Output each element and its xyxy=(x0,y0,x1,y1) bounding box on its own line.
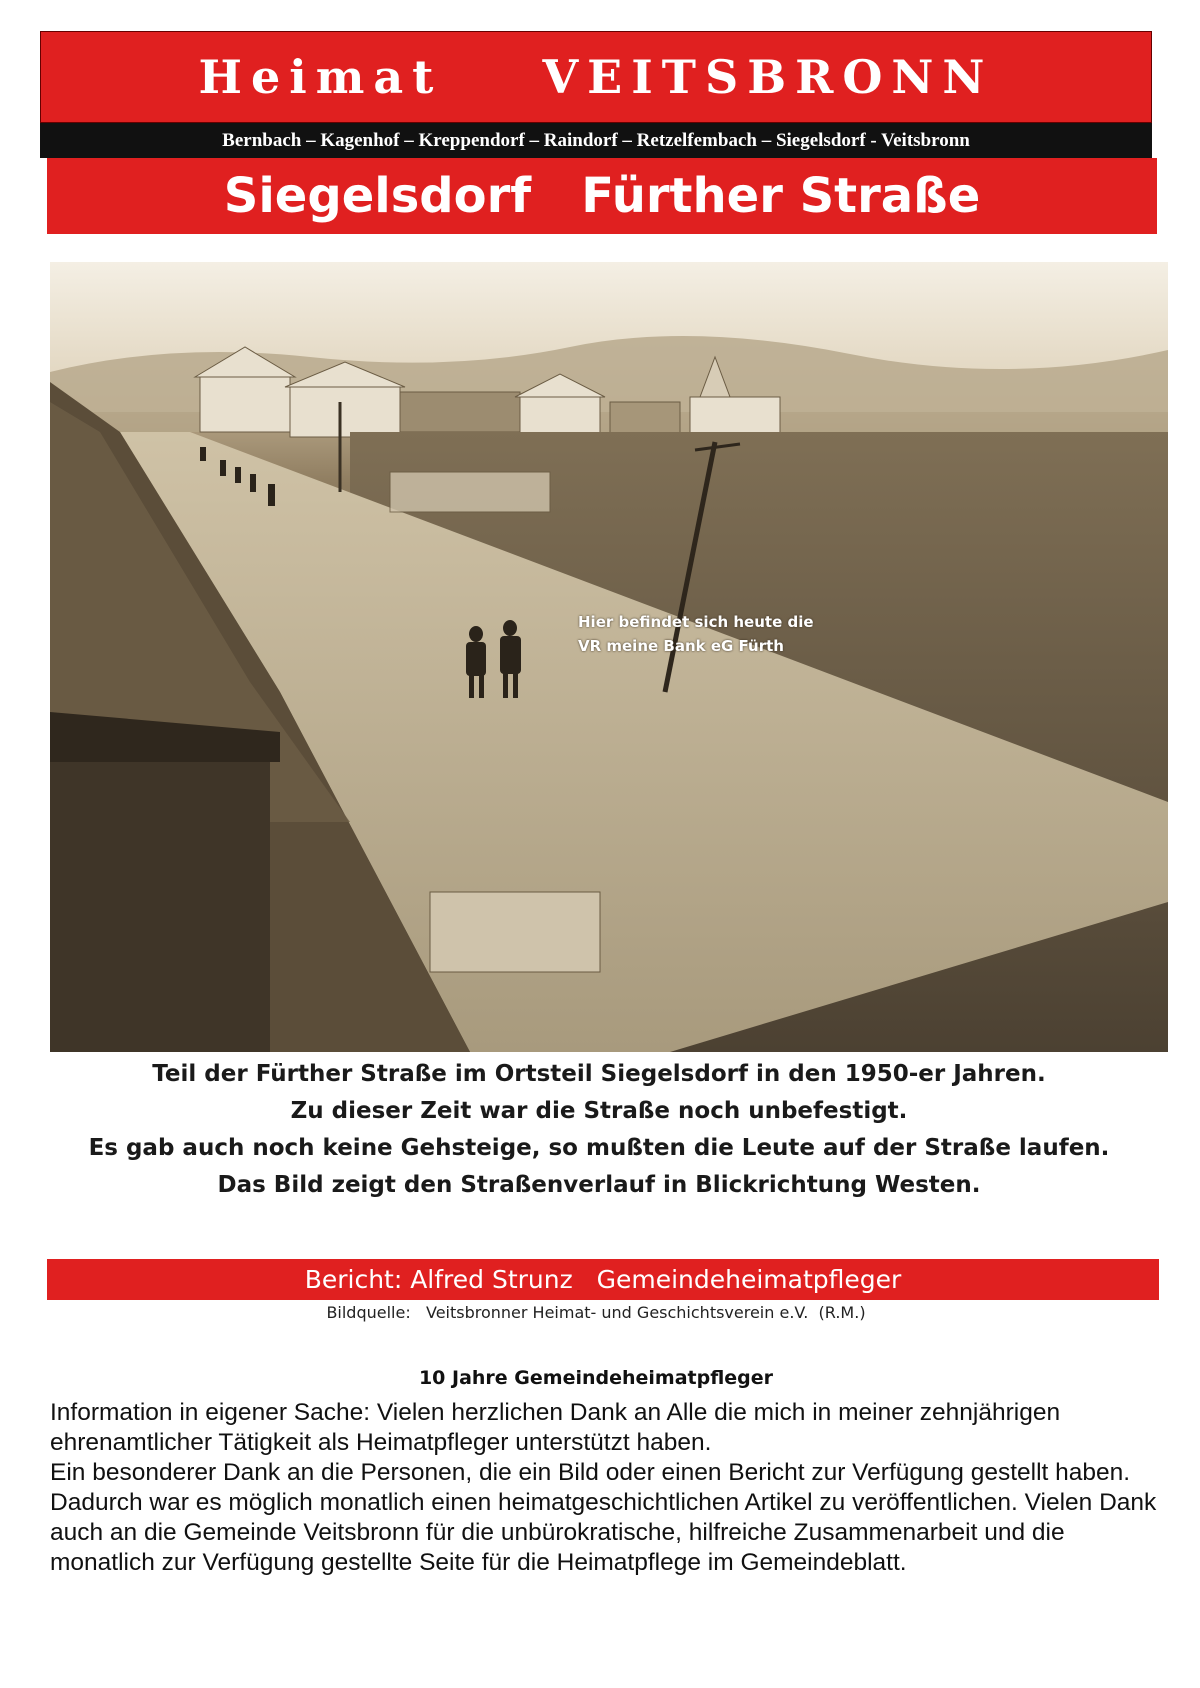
article-title: Siegelsdorf Fürther Straße xyxy=(47,158,1157,234)
info-paragraph: Information in eigener Sache: Vielen herzlichen Dank an Alle die mich in meiner zehnjährigen ehrenamtlicher Tätigkeit als Heimatpfleger unterstützt haben. xyxy=(50,1399,1061,1456)
photo-annotation xyxy=(578,610,838,658)
info-body xyxy=(50,1398,1160,1578)
photo-annotation-line: Hier befindet sich heute die xyxy=(578,613,814,631)
report-author-bar: Bericht: Alfred Strunz Gemeindeheimatpfleger xyxy=(47,1259,1159,1300)
image-source: Bildquelle: Veitsbronner Heimat- und Geschichtsverein e.V. (R.M.) xyxy=(326,1303,866,1322)
caption-line: Zu dieser Zeit war die Straße noch unbefestigt. xyxy=(290,1098,908,1124)
caption-line: Teil der Fürther Straße im Ortsteil Siegelsdorf in den 1950-er Jahren. xyxy=(152,1061,1046,1087)
caption-line: Es gab auch noch keine Gehsteige, so mußten die Leute auf der Straße laufen. xyxy=(88,1135,1110,1161)
info-paragraph: Ein besonderer Dank an die Personen, die ein Bild oder einen Bericht zur Verfügung gestellt haben. Dadurch war es möglich monatlich einen heimatgeschichtlichen Artikel zu veröffentlichen. Vielen Dank auch an die Gemeinde Veitsbronn für die unbürokratische, hilfreiche Zusammenarbeit und die monatlich zur Verfügung gestellte Seite für die Heimatpflege im Gemeindeblatt. xyxy=(50,1459,1157,1576)
page-title: Heimat VEITSBRONN xyxy=(198,50,994,104)
villages-strip: Bernbach – Kagenhof – Kreppendorf – Raindorf – Retzelfembach – Siegelsdorf - Veitsbronn xyxy=(40,123,1152,158)
info-heading: 10 Jahre Gemeindeheimatpfleger xyxy=(418,1367,774,1389)
caption-line: Das Bild zeigt den Straßenverlauf in Blickrichtung Westen. xyxy=(217,1172,981,1198)
photo-caption xyxy=(40,1056,1158,1204)
photo-annotation-line: VR meine Bank eG Fürth xyxy=(578,637,784,655)
